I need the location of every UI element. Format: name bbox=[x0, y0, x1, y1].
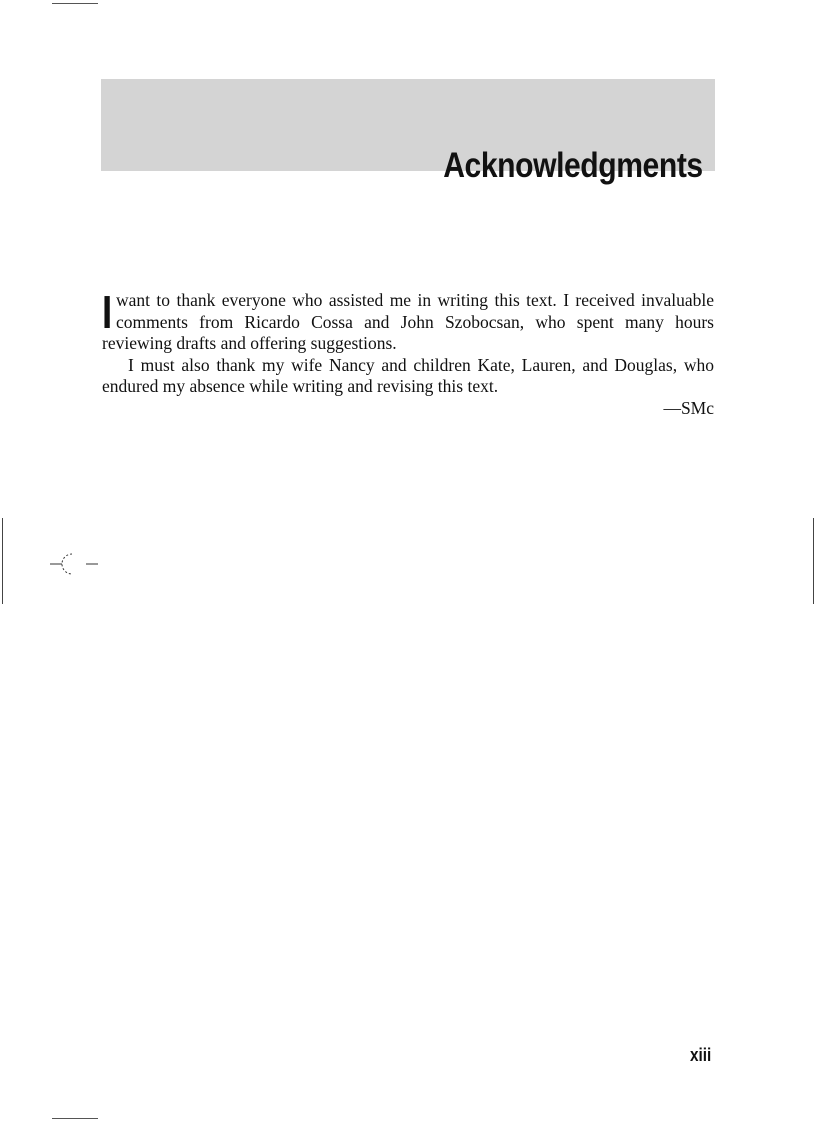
paragraph-2: I must also thank my wife Nancy and children Kate, Lauren, and Douglas, who endured my absence while writing and revising this text. bbox=[102, 354, 714, 396]
margin-rule-left bbox=[2, 518, 3, 604]
paragraph-1 bbox=[102, 286, 714, 355]
registration-mark-icon bbox=[50, 550, 100, 578]
drop-cap: I bbox=[102, 286, 113, 338]
page-number: xiii bbox=[690, 1045, 712, 1065]
signature: —SMc bbox=[663, 397, 714, 418]
chapter-title: Acknowledgments bbox=[443, 146, 703, 185]
crop-mark-bottom bbox=[52, 1118, 98, 1119]
margin-rule-right bbox=[813, 518, 814, 604]
body-text bbox=[102, 286, 714, 419]
title-banner bbox=[101, 79, 715, 185]
paragraph-1-text: want to thank everyone who assisted me in writing this text. I received invaluable comments from Ricardo Cossa and John Szobocsan, who spent many hours reviewing drafts and offering suggestions. bbox=[102, 290, 714, 353]
crop-mark-top bbox=[52, 3, 98, 4]
